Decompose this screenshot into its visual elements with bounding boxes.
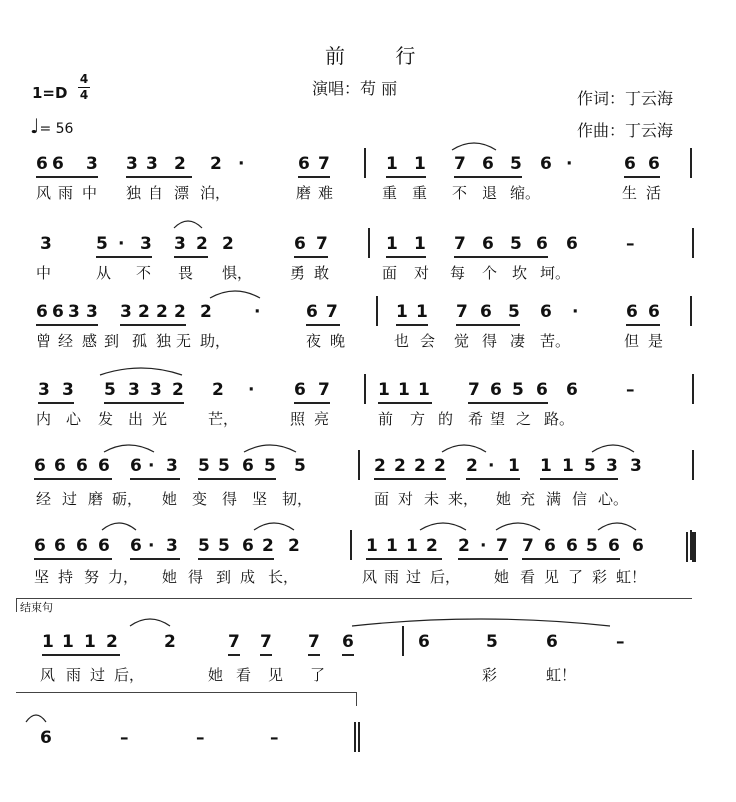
slur-arc	[442, 445, 486, 452]
note: –	[196, 728, 205, 748]
note: 6	[480, 302, 492, 322]
note: 6	[130, 536, 142, 556]
note: 6	[54, 456, 66, 476]
note: ·	[480, 536, 487, 556]
note: 7	[454, 234, 466, 254]
lyric-char: 个	[482, 264, 498, 282]
lyric-char: 彩	[482, 666, 498, 684]
note: –	[120, 728, 129, 748]
lyric-char: 见	[544, 568, 560, 586]
slur-arc	[496, 523, 540, 530]
note: 6	[242, 456, 254, 476]
lyric-char: 觉	[454, 332, 470, 350]
note: 2	[196, 234, 208, 254]
lyric-char: 泊，	[200, 184, 231, 202]
lyric-char: 也	[394, 332, 410, 350]
note: 2	[466, 456, 478, 476]
lyric-char: 满	[546, 490, 562, 508]
note: 3	[630, 456, 642, 476]
slur-arc	[102, 523, 136, 530]
note: ·	[118, 234, 125, 254]
lyric-char: 面	[374, 490, 390, 508]
note: 3	[150, 380, 162, 400]
note: 2	[222, 234, 234, 254]
lyric-char: 难	[318, 184, 334, 202]
note: 2	[262, 536, 274, 556]
lyric-char: 发	[98, 410, 114, 428]
note: 5	[512, 380, 524, 400]
lyric-char: 但	[624, 332, 640, 350]
lyric-char: 晚	[330, 332, 346, 350]
note: 6	[482, 234, 494, 254]
lyric-char: 芒，	[208, 410, 239, 428]
note: 6	[294, 380, 306, 400]
note: 6	[418, 632, 430, 652]
lyric-char: 坚	[252, 490, 268, 508]
note: 6	[632, 536, 644, 556]
note: 6	[34, 456, 46, 476]
note: ·	[238, 154, 245, 174]
lyric-char: 得	[482, 332, 498, 350]
slur-arc	[452, 143, 496, 150]
lyric-char: 每	[450, 264, 466, 282]
lyric-char: 虹！	[546, 666, 577, 684]
lyric-char: 坚	[34, 568, 50, 586]
note: 6	[608, 536, 620, 556]
lyric-char: 缩。	[510, 184, 541, 202]
note: 2	[172, 380, 184, 400]
composer-credit: 作曲：丁云海	[577, 121, 674, 140]
lyric-char: 不	[136, 264, 152, 282]
note: 3	[140, 234, 152, 254]
note: 3	[166, 536, 178, 556]
lyric-char: 惧，	[222, 264, 253, 282]
lyric-char: 未	[424, 490, 440, 508]
note: –	[626, 380, 635, 400]
note: 2	[288, 536, 300, 556]
note: 7	[318, 154, 330, 174]
lyric-char: 坎	[512, 264, 528, 282]
slur-arc	[244, 445, 296, 452]
lyric-char: 雨	[58, 184, 74, 202]
lyric-char: 风	[36, 184, 52, 202]
note: 2	[164, 632, 176, 652]
lyric-char: 经	[36, 490, 52, 508]
lyric-char: 她	[162, 568, 178, 586]
quarter-note-icon: ♩	[30, 114, 40, 138]
lyric-char: 看	[520, 568, 536, 586]
lyric-char: 心	[66, 410, 82, 428]
note: 5	[198, 456, 210, 476]
lyric-char: 对	[414, 264, 430, 282]
note: 6	[98, 536, 110, 556]
lyric-char: 经	[58, 332, 74, 350]
song-title: 前 行	[325, 44, 438, 68]
lyric-char: 对	[398, 490, 414, 508]
lyric-char: 希	[468, 410, 484, 428]
note: 6	[536, 380, 548, 400]
slur-arc	[592, 445, 634, 452]
note: 6	[544, 536, 556, 556]
note: 6	[536, 234, 548, 254]
note: 6	[648, 154, 660, 174]
note: 7	[228, 632, 240, 652]
lyric-char: 照	[290, 410, 306, 428]
note: 5	[510, 154, 522, 174]
note: 5	[218, 456, 230, 476]
note: 1	[398, 380, 410, 400]
lyric-char: 她	[208, 666, 224, 684]
note: 7	[326, 302, 338, 322]
lyric-char: 孤	[132, 332, 148, 350]
lyric-char: 独	[156, 332, 172, 350]
lyric-char: 敢	[314, 264, 330, 282]
note: ·	[566, 154, 573, 174]
note: 5	[198, 536, 210, 556]
note: 7	[316, 234, 328, 254]
lyric-char: 方	[410, 410, 426, 428]
lyric-char: 到	[216, 568, 232, 586]
tempo-value: = 56	[39, 121, 74, 137]
lyric-char: 得	[188, 568, 204, 586]
note: 5	[510, 234, 522, 254]
note: 3	[38, 380, 50, 400]
note: 1	[366, 536, 378, 556]
note: 7	[468, 380, 480, 400]
note: 6	[626, 302, 638, 322]
note: 5	[584, 456, 596, 476]
note: 3	[128, 380, 140, 400]
lyric-char: 坷。	[540, 264, 571, 282]
lyric-char: 会	[420, 332, 436, 350]
slur-arc	[26, 715, 46, 722]
note: ·	[148, 536, 155, 556]
note: 6	[306, 302, 318, 322]
lyric-char: 她	[162, 490, 178, 508]
note: 1	[414, 234, 426, 254]
lyric-char: 到	[104, 332, 120, 350]
note: ·	[148, 456, 155, 476]
note: 6	[40, 728, 52, 748]
lyric-char: 了	[568, 568, 584, 586]
slur-arc	[130, 619, 170, 626]
lyric-char: 风	[40, 666, 56, 684]
note: 2	[174, 154, 186, 174]
note: –	[616, 632, 625, 652]
lyric-char: 持	[58, 568, 74, 586]
lyric-char: 前	[378, 410, 394, 428]
note: 1	[416, 302, 428, 322]
note: 5	[294, 456, 306, 476]
note: 1	[414, 154, 426, 174]
note: 5	[96, 234, 108, 254]
note: ·	[248, 380, 255, 400]
lyric-char: 自	[148, 184, 164, 202]
lyric-char: 出	[128, 410, 144, 428]
lyric-char: 虹！	[616, 568, 647, 586]
note: 1	[42, 632, 54, 652]
lyric-char: 得	[222, 490, 238, 508]
lyric-char: 力，	[108, 568, 139, 586]
lyric-char: 望	[490, 410, 506, 428]
note: 1	[84, 632, 96, 652]
lyric-char: 的	[438, 410, 454, 428]
slur-arc	[420, 523, 466, 530]
note: 6	[342, 632, 354, 652]
note: 6	[566, 234, 578, 254]
note: 6	[34, 536, 46, 556]
note: 6	[490, 380, 502, 400]
lyric-char: 苦。	[540, 332, 571, 350]
lyric-char: 亮	[314, 410, 330, 428]
note: 6	[52, 302, 64, 322]
note: 7	[496, 536, 508, 556]
note: 7	[522, 536, 534, 556]
time-signature-bottom: 4	[79, 88, 89, 102]
note: 2	[138, 302, 150, 322]
lyric-char: 成	[240, 568, 256, 586]
note: 5	[104, 380, 116, 400]
lyric-char: 路。	[544, 410, 575, 428]
note: 1	[406, 536, 418, 556]
lyric-char: 活	[646, 184, 662, 202]
note: 2	[414, 456, 426, 476]
note: 2	[156, 302, 168, 322]
lyric-char: 彩	[592, 568, 608, 586]
lyric-char: 退	[482, 184, 498, 202]
note: ·	[572, 302, 579, 322]
lyric-char: 中	[36, 264, 52, 282]
lyric-char: 无	[176, 332, 192, 350]
lyric-char: 风	[362, 568, 378, 586]
note: 6	[52, 154, 64, 174]
lyric-char: 中	[82, 184, 98, 202]
slur-arc	[104, 445, 154, 452]
lyric-char: 独	[126, 184, 142, 202]
note: 1	[508, 456, 520, 476]
slur-arc	[254, 523, 294, 530]
note: 7	[454, 154, 466, 174]
note: 3	[126, 154, 138, 174]
note: 1	[378, 380, 390, 400]
lyric-char: 磨	[88, 490, 104, 508]
lyric-char: 过	[406, 568, 422, 586]
note: 7	[456, 302, 468, 322]
note: 2	[174, 302, 186, 322]
note: 3	[68, 302, 80, 322]
note: 6	[98, 456, 110, 476]
note: –	[626, 234, 635, 254]
note: 6	[294, 234, 306, 254]
lyric-char: 之	[516, 410, 532, 428]
lyric-char: 曾	[36, 332, 52, 350]
lyric-char: 不	[452, 184, 468, 202]
note: 6	[540, 302, 552, 322]
note: 7	[308, 632, 320, 652]
lyric-char: 砺，	[112, 490, 143, 508]
lyricist-credit: 作词：丁云海	[577, 89, 674, 108]
note: 7	[318, 380, 330, 400]
lyric-char: 过	[90, 666, 106, 684]
note: 1	[386, 154, 398, 174]
note: 1	[62, 632, 74, 652]
note: 6	[36, 154, 48, 174]
note: 2	[374, 456, 386, 476]
note: 6	[566, 536, 578, 556]
lyric-char: 来，	[448, 490, 479, 508]
note: 6	[566, 380, 578, 400]
ending-label: 结束句	[20, 601, 53, 614]
lyric-char: 重	[382, 184, 398, 202]
note: 1	[562, 456, 574, 476]
note: 5	[508, 302, 520, 322]
note: 3	[62, 380, 74, 400]
lyric-char: 她	[494, 568, 510, 586]
lyric-char: 磨	[296, 184, 312, 202]
lyric-char: 助，	[200, 332, 231, 350]
lyric-char: 信	[572, 490, 588, 508]
note: 5	[218, 536, 230, 556]
note: 6	[540, 154, 552, 174]
lyric-char: 韧，	[282, 490, 313, 508]
note: 6	[482, 154, 494, 174]
note: 1	[540, 456, 552, 476]
lyric-char: 漂	[174, 184, 190, 202]
slur-arc	[210, 291, 260, 298]
note: 2	[394, 456, 406, 476]
lyric-char: 看	[236, 666, 252, 684]
lyric-char: 后，	[430, 568, 461, 586]
slur-arc	[100, 368, 182, 375]
note: 2	[434, 456, 446, 476]
lyric-char: 光	[152, 410, 168, 428]
lyric-char: 过	[62, 490, 78, 508]
lyric-char: 感	[82, 332, 98, 350]
note: 6	[298, 154, 310, 174]
lyric-char: 夜	[306, 332, 322, 350]
lyric-char: 凄	[510, 332, 526, 350]
lyric-char: 她	[496, 490, 512, 508]
note: 3	[86, 154, 98, 174]
note: –	[270, 728, 279, 748]
lyric-char: 面	[382, 264, 398, 282]
lyric-char: 重	[412, 184, 428, 202]
note: 6	[624, 154, 636, 174]
note: 3	[120, 302, 132, 322]
note: 2	[458, 536, 470, 556]
time-signature-top: 4	[79, 72, 89, 86]
note: 1	[418, 380, 430, 400]
note: 6	[54, 536, 66, 556]
lyric-char: 见	[268, 666, 284, 684]
note: 3	[86, 302, 98, 322]
note: 2	[212, 380, 224, 400]
note: 3	[606, 456, 618, 476]
lyric-char: 努	[84, 568, 100, 586]
lyric-char: 勇	[290, 264, 306, 282]
note: ·	[488, 456, 495, 476]
lyric-char: 心。	[598, 490, 629, 508]
note: 6	[242, 536, 254, 556]
note: 1	[386, 536, 398, 556]
note: 3	[166, 456, 178, 476]
note: 3	[40, 234, 52, 254]
note: 2	[426, 536, 438, 556]
note: 6	[648, 302, 660, 322]
slur-arc	[174, 221, 202, 228]
slur-arc	[598, 523, 636, 530]
lyric-char: 变	[192, 490, 208, 508]
lyric-char: 了	[310, 666, 326, 684]
lyric-char: 长，	[268, 568, 299, 586]
note: 2	[200, 302, 212, 322]
lyric-char: 从	[96, 264, 112, 282]
note: 7	[260, 632, 272, 652]
key-signature: 1=D	[32, 84, 68, 102]
lyric-char: 内	[36, 410, 52, 428]
slur-arc	[352, 619, 610, 626]
lyric-char: 雨	[66, 666, 82, 684]
lyric-char: 是	[648, 332, 664, 350]
lyric-char: 雨	[384, 568, 400, 586]
note: 2	[106, 632, 118, 652]
lyric-char: 充	[520, 490, 536, 508]
note: 5	[264, 456, 276, 476]
note: 6	[76, 456, 88, 476]
note: 3	[146, 154, 158, 174]
note: 6	[36, 302, 48, 322]
note: 6	[546, 632, 558, 652]
lyric-char: 后，	[114, 666, 145, 684]
note: 2	[210, 154, 222, 174]
note: 6	[76, 536, 88, 556]
note: 1	[396, 302, 408, 322]
note: 5	[586, 536, 598, 556]
lyric-char: 畏	[178, 264, 194, 282]
singer-credit: 演唱：苟 丽	[312, 79, 398, 98]
note: 5	[486, 632, 498, 652]
note: 3	[174, 234, 186, 254]
note: 6	[130, 456, 142, 476]
note: 1	[386, 234, 398, 254]
note: ·	[254, 302, 261, 322]
lyric-char: 生	[622, 184, 638, 202]
